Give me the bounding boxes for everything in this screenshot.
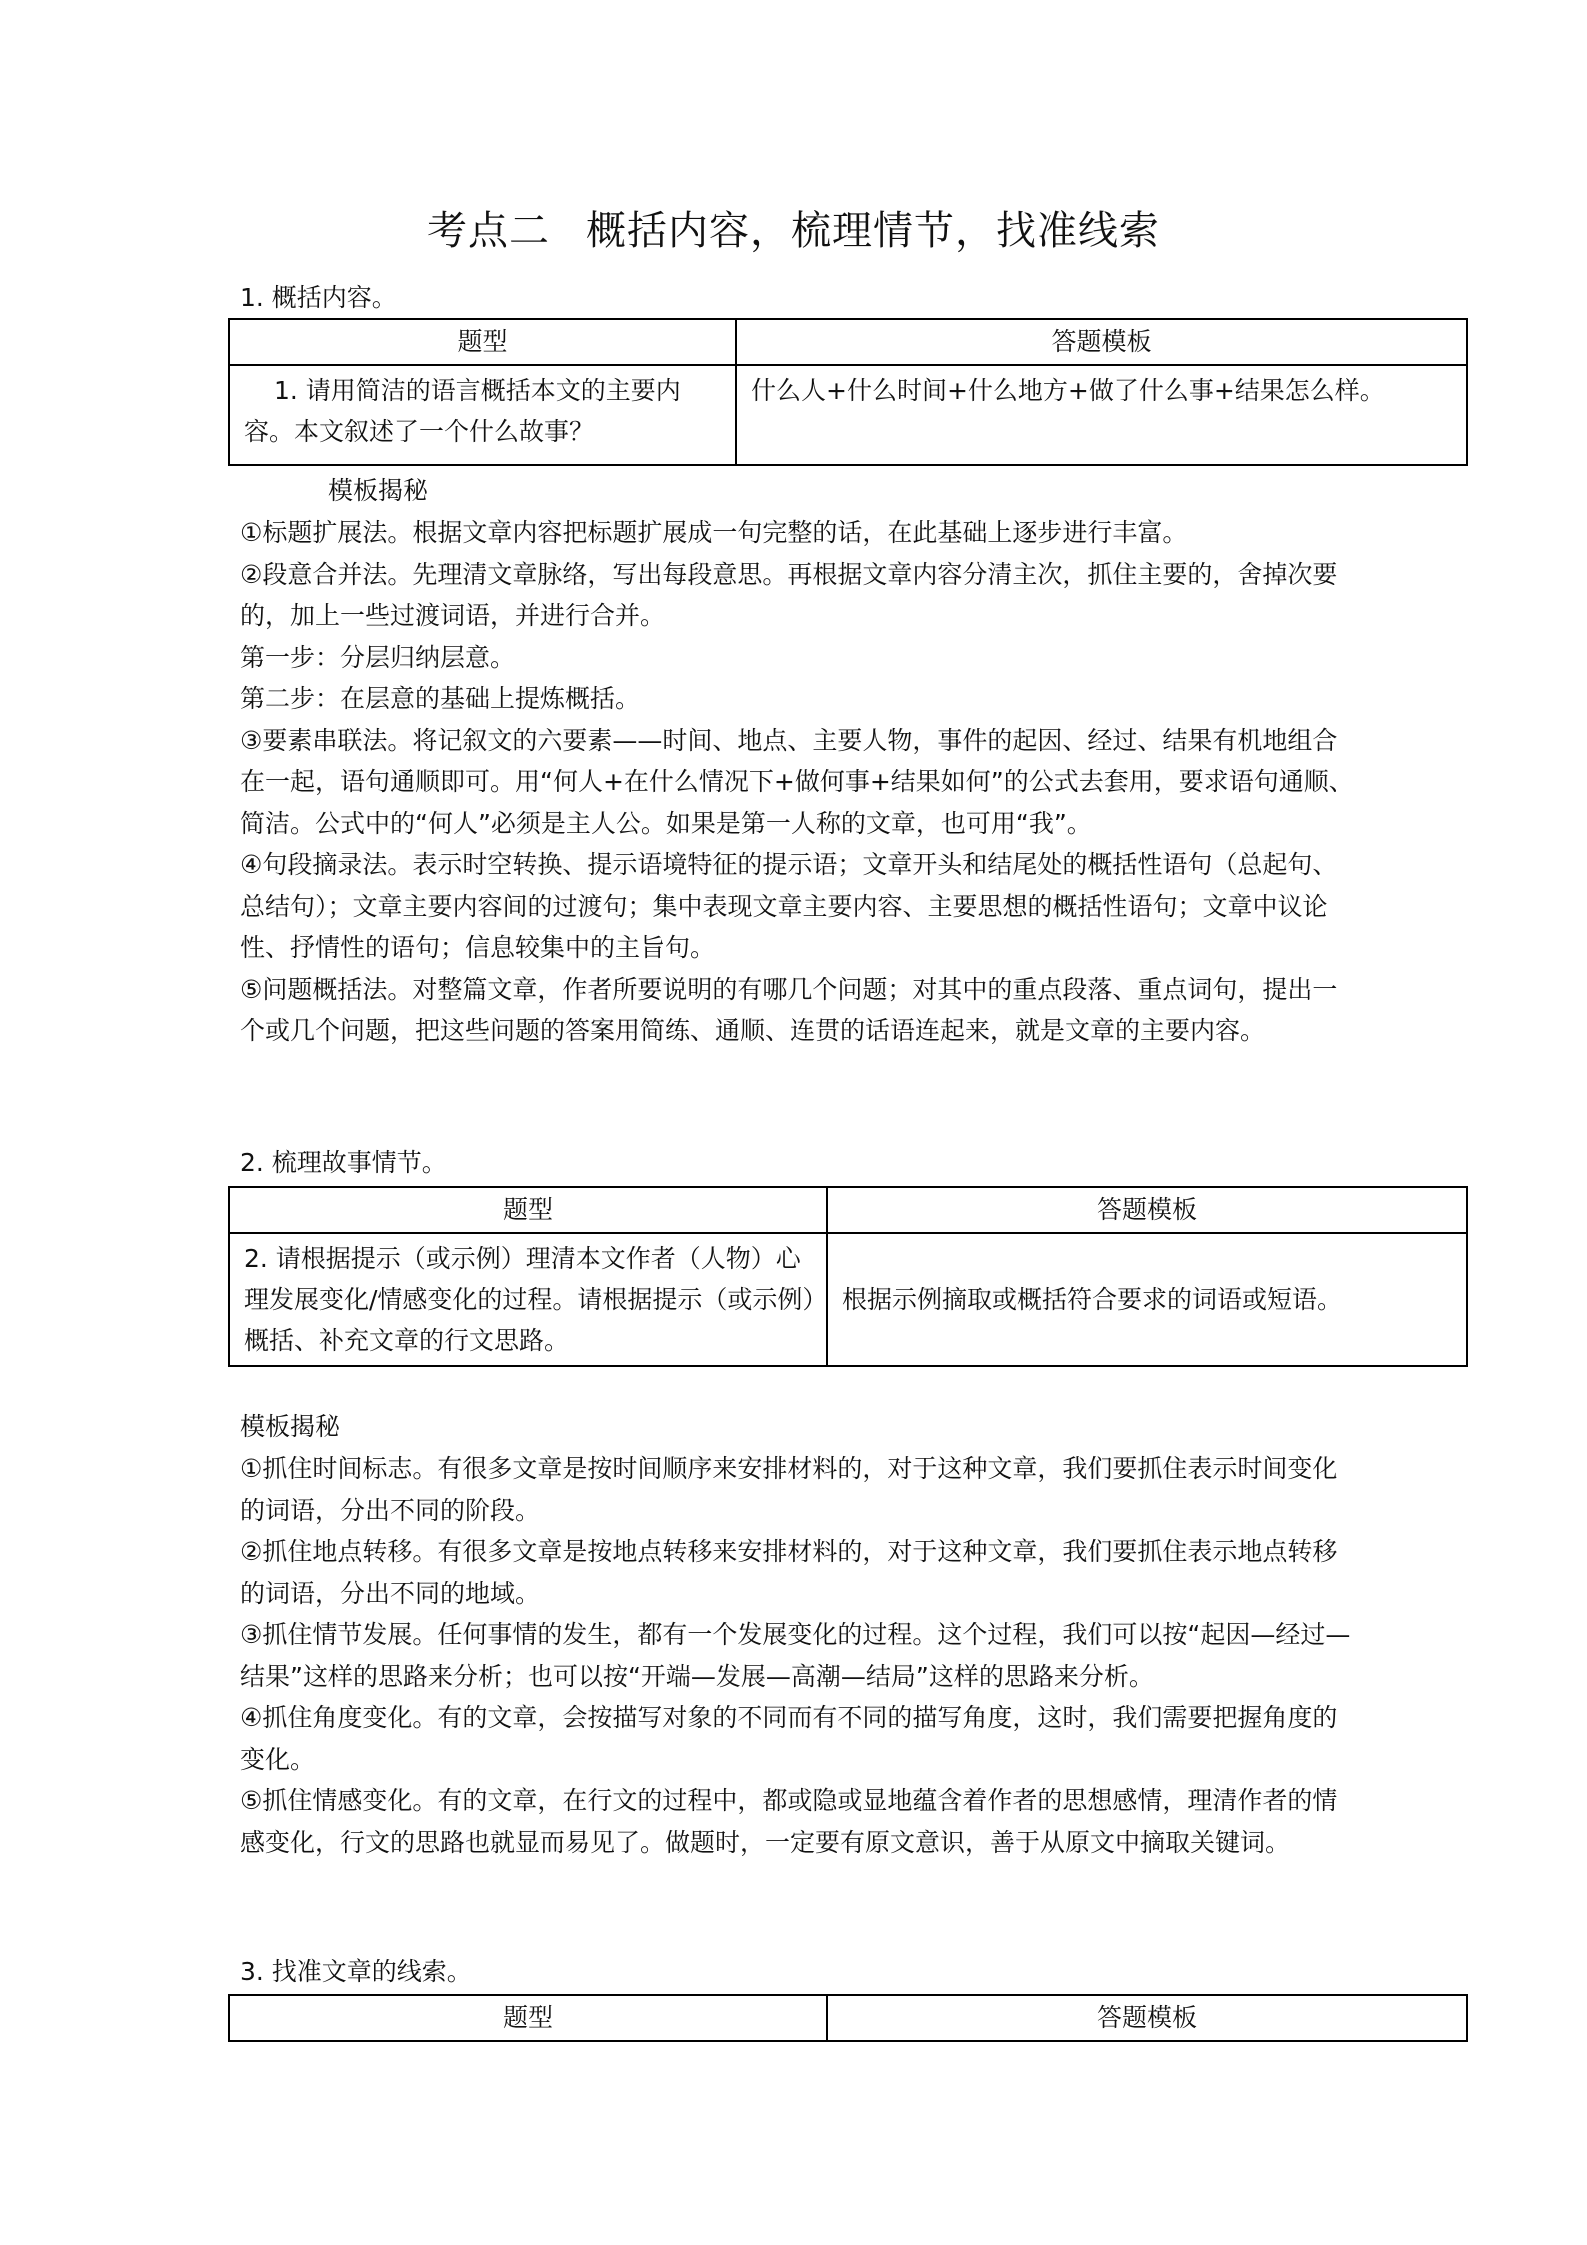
- table-row: [229, 1233, 1467, 1366]
- section1-heading: 1. 概括内容。: [240, 283, 397, 312]
- section1-table: [228, 318, 1468, 466]
- header-answer-template: 答题模板: [736, 319, 1467, 365]
- section1-paragraphs: [240, 512, 1360, 1052]
- section3-table: [228, 1994, 1468, 2042]
- answer-text: 根据示例摘取或概括符合要求的词语或短语。: [842, 1285, 1343, 1314]
- paragraph: ②段意合并法。先理清文章脉络，写出每段意思。再根据文章内容分清主次，抓住主要的，舍掉次要的，加上一些过渡词语，并进行合并。: [240, 559, 1338, 630]
- title-part2: 概括内容，梳理情节，找准线索: [586, 208, 1160, 254]
- table-header-row: [229, 1995, 1467, 2041]
- answer-cell: [827, 1233, 1467, 1366]
- section3-heading: 3. 找准文章的线索。: [240, 1957, 472, 1986]
- answer-text: 什么人+什么时间+什么地方+做了什么事+结果怎么样。: [751, 376, 1385, 405]
- section2-template-heading: 模板揭秘: [240, 1412, 341, 1441]
- question-text: 2. 请根据提示（或示例）理清本文作者（人物）心理发展变化/情感变化的过程。请根据提示（或示例）概括、补充文章的行文思路。: [244, 1244, 815, 1355]
- paragraph: ①标题扩展法。根据文章内容把标题扩展成一句完整的话，在此基础上逐步进行丰富。: [240, 518, 1188, 547]
- paragraph: ⑤问题概括法。对整篇文章，作者所要说明的有哪几个问题；对其中的重点段落、重点词句，提出一个或几个问题，把这些问题的答案用简练、通顺、连贯的话语连起来，就是文章的主要内容。: [240, 974, 1338, 1045]
- question-cell: [229, 365, 736, 465]
- table-header-row: [229, 1187, 1467, 1233]
- paragraph: ①抓住时间标志。有很多文章是按时间顺序来安排材料的，对于这种文章，我们要抓住表示时间变化的词语，分出不同的阶段。: [240, 1454, 1338, 1525]
- header-question-type: 题型: [229, 1187, 827, 1233]
- paragraph: ④句段摘录法。表示时空转换、提示语境特征的提示语；文章开头和结尾处的概括性语句（总起句、总结句）；文章主要内容间的过渡句；集中表现文章主要内容、主要思想的概括性语句；文章中议论性、抒情性的语句；信息较集中的主旨句。: [240, 850, 1338, 962]
- paragraph: ④抓住角度变化。有的文章，会按描写对象的不同而有不同的描写角度，这时，我们需要把握角度的变化。: [240, 1703, 1338, 1774]
- table-header-row: [229, 319, 1467, 365]
- paragraph: ③抓住情节发展。任何事情的发生，都有一个发展变化的过程。这个过程，我们可以按“起因—经过—结果”这样的思路来分析；也可以按“开端—发展—高潮—结局”这样的思路来分析。: [240, 1620, 1351, 1691]
- header-answer-template: 答题模板: [827, 1187, 1467, 1233]
- section2-table: [228, 1186, 1468, 1367]
- table-row: [229, 365, 1467, 465]
- section1-template-heading: 模板揭秘: [328, 476, 429, 505]
- paragraph: 第一步：分层归纳层意。: [240, 642, 516, 672]
- header-question-type: 题型: [229, 1995, 827, 2041]
- paragraph: 第二步：在层意的基础上提炼概括。: [240, 684, 641, 713]
- question-cell: [229, 1233, 827, 1366]
- paragraph: ⑤抓住情感变化。有的文章，在行文的过程中，都或隐或显地蕴含着作者的思想感情，理清作者的情感变化，行文的思路也就显而易见了。做题时，一定要有原文意识，善于从原文中摘取关键词。: [240, 1786, 1338, 1857]
- paragraph: ②抓住地点转移。有很多文章是按地点转移来安排材料的，对于这种文章，我们要抓住表示地点转移的词语，分出不同的地域。: [240, 1537, 1338, 1608]
- section2-heading: 2. 梳理故事情节。: [240, 1148, 447, 1177]
- page-title: [0, 203, 1587, 259]
- header-question-type: 题型: [229, 319, 736, 365]
- paragraph: ③要素串联法。将记叙文的六要素——时间、地点、主要人物，事件的起因、经过、结果有机地组合在一起，语句通顺即可。用“何人+在什么情况下+做何事+结果如何”的公式去套用，要求语句通顺、简洁。公式中的“何人”必须是主人公。如果是第一人称的文章，也可用“我”。: [240, 725, 1354, 838]
- question-text: 1. 请用简洁的语言概括本文的主要内容。本文叙述了一个什么故事？: [244, 376, 681, 446]
- title-part1: 考点二: [427, 208, 550, 254]
- header-answer-template: 答题模板: [827, 1995, 1467, 2041]
- section2-paragraphs: [240, 1448, 1360, 1863]
- answer-cell: [736, 365, 1467, 465]
